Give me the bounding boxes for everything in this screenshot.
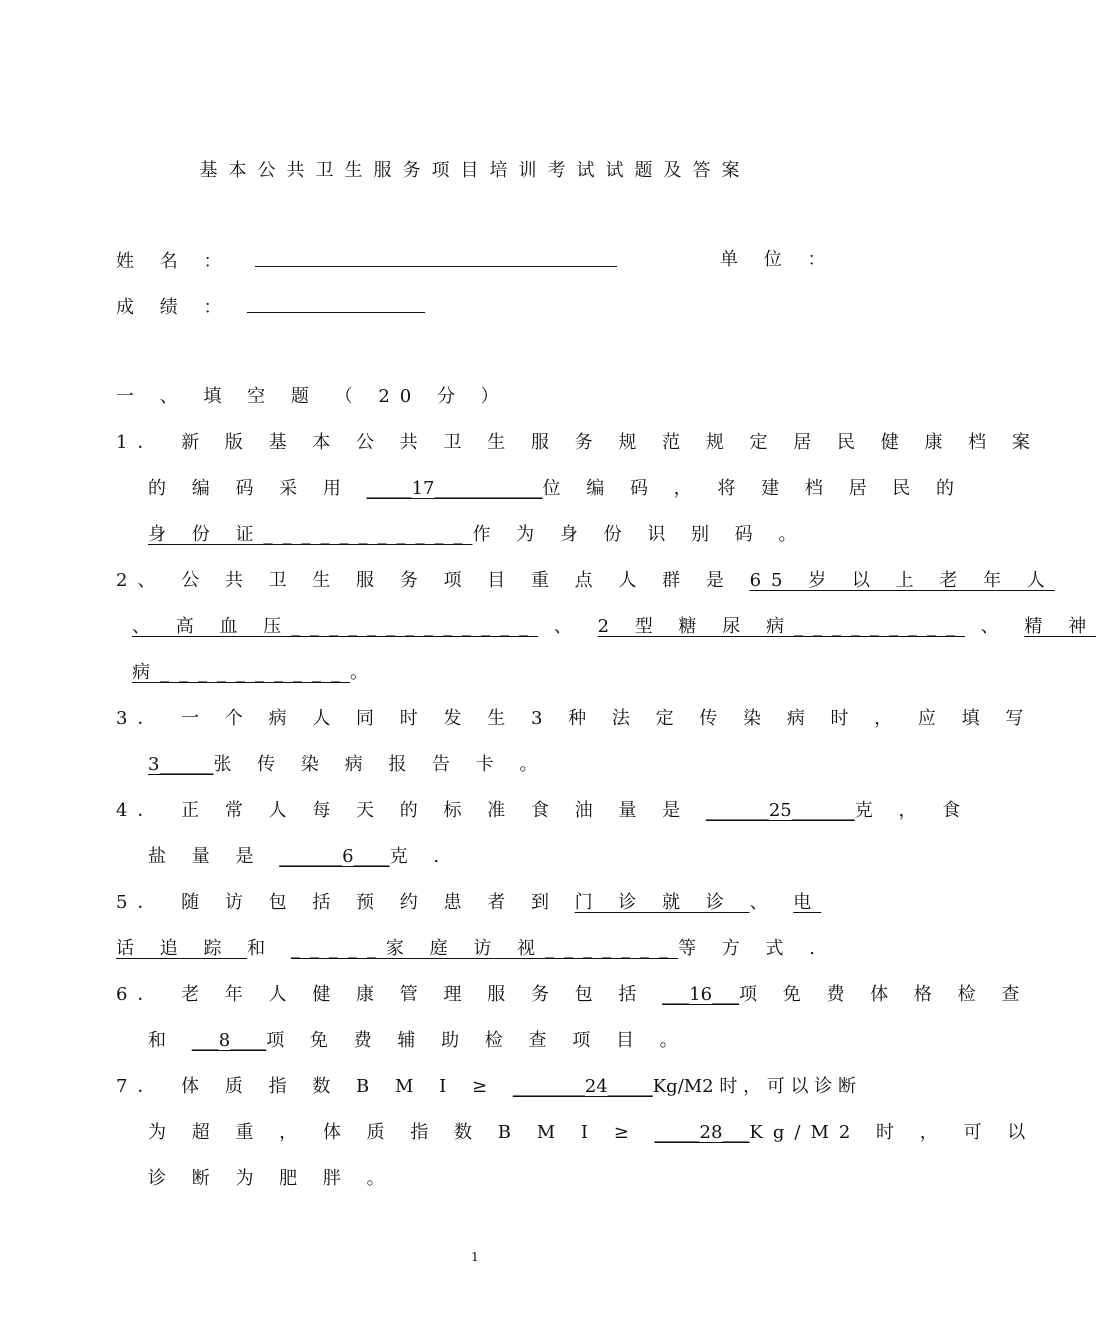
q5-answer-3: _____家 庭 访 视_______ [290,938,679,959]
q4-answer-2: _______6____ [279,846,390,867]
q2-answer-4: 精 神 [1024,616,1096,637]
name-blank[interactable] [255,248,617,267]
q4-line2 [148,845,836,869]
q6-line2 [148,1029,836,1053]
q5-answer-1: 门 诊 就 诊 [574,892,750,913]
q7-line2 [148,1121,1036,1145]
q7-text-b: Kg/M2 时 ， 可 以 诊 断 [652,1076,856,1097]
q1-line1: 1． 新 版 基 本 公 共 卫 生 服 务 规 范 规 定 居 民 健 康 档 案 [116,432,1040,453]
q2-end: 。 [350,662,378,683]
q4-text-b: 克 ， 食 [854,800,971,821]
unit-row [720,248,840,272]
q7-answer-2: _____28___ [654,1122,750,1143]
q2-text-a: 2、 公 共 卫 生 服 务 项 目 重 点 人 群 是 [116,570,750,591]
q5-answer-2: 电 [793,892,822,913]
page-number: 1 [471,1250,479,1264]
q7-line3: 诊 断 为 肥 胖 。 [148,1168,395,1189]
q3-answer-1: 3______ [148,754,214,775]
q6-text-b: 项 免 费 体 格 检 查 [739,984,1030,1005]
q5-text-c: 和 [247,938,291,959]
q7-text-a: 7． 体 质 指 数 B M I ≥ [116,1076,513,1097]
q4-line1 [116,799,971,823]
q5-line2 [116,937,836,961]
q6-line1 [116,983,1030,1007]
q7-text-c: 为 超 重 ， 体 质 指 数 B M I ≥ [148,1122,655,1143]
q2-line3 [132,661,852,685]
q1-line3 [148,523,836,547]
q5-line1 [116,891,836,915]
q6-answer-2: ___8____ [191,1030,267,1051]
q6-answer-1: ___16___ [662,984,740,1005]
q1-text-c: 作 为 身 份 识 别 码 。 [472,524,807,545]
q2-sep-1: 、 [538,616,598,637]
q2-line2 [132,615,1096,639]
q5-answer-2-cont: 话 追 踪 [116,938,248,959]
q2-sep-2: 、 [964,616,1025,637]
score-blank[interactable] [247,294,425,313]
score-label: 成 绩 ： [116,297,232,318]
q2-line1 [116,569,1055,593]
q4-text-d: 克 . [389,846,450,867]
q2-answer-4-cont: 病__________ [132,662,350,683]
q2-answer-1-cont: 、 [132,616,160,637]
q7-text-d: Kg/M2 时 ， 可 以 [749,1122,1036,1143]
q4-text-a: 4． 正 常 人 每 天 的 标 准 食 油 量 是 [116,800,706,821]
q3-line1: 3． 一 个 病 人 同 时 发 生 3 种 法 定 传 染 病 时 ， 应 填 写 [116,708,1034,729]
q6-text-a: 6． 老 年 人 健 康 管 理 服 务 包 括 [116,984,663,1005]
q1-text-b: 位 编 码 ， 将 建 档 居 民 的 [542,478,965,499]
q7-line1 [116,1075,856,1099]
section-heading: 一 、 填 空 题 （ 20 分 ） [116,386,509,407]
q2-answer-3: 2 型 糖 尿 病_________ [597,616,965,637]
q1-answer-2: 身 份 证___________ [148,524,473,545]
q6-text-d: 项 免 费 辅 助 检 查 项 目 。 [266,1030,688,1051]
q6-text-c: 和 [148,1030,192,1051]
unit-label: 单 位 ： [720,249,836,270]
q3-text-b: 张 传 染 病 报 告 卡 。 [213,754,548,775]
q1-line2 [148,477,965,501]
q5-text-d: 等 方 式 . [678,938,825,959]
q1-text-a: 的 编 码 采 用 [148,478,367,499]
document-title: 基本公共卫生服务项目培训考试试题及答案 [199,160,751,181]
score-row [116,294,836,320]
name-label: 姓 名 ： [116,251,232,272]
q4-answer-1: _______25_______ [705,800,855,821]
q5-text-a: 5． 随 访 包 括 预 约 患 者 到 [116,892,575,913]
q2-answer-1: 65 岁 以 上 老 年 人 [749,570,1055,591]
q3-line2 [148,753,836,777]
q5-text-b: 、 [749,892,794,913]
q7-answer-1: ________24_____ [512,1076,653,1097]
q4-text-c: 盐 量 是 [148,846,280,867]
q1-answer-1: _____17____________ [366,478,543,499]
q2-answer-2: 高 血 压_____________ [160,616,539,637]
